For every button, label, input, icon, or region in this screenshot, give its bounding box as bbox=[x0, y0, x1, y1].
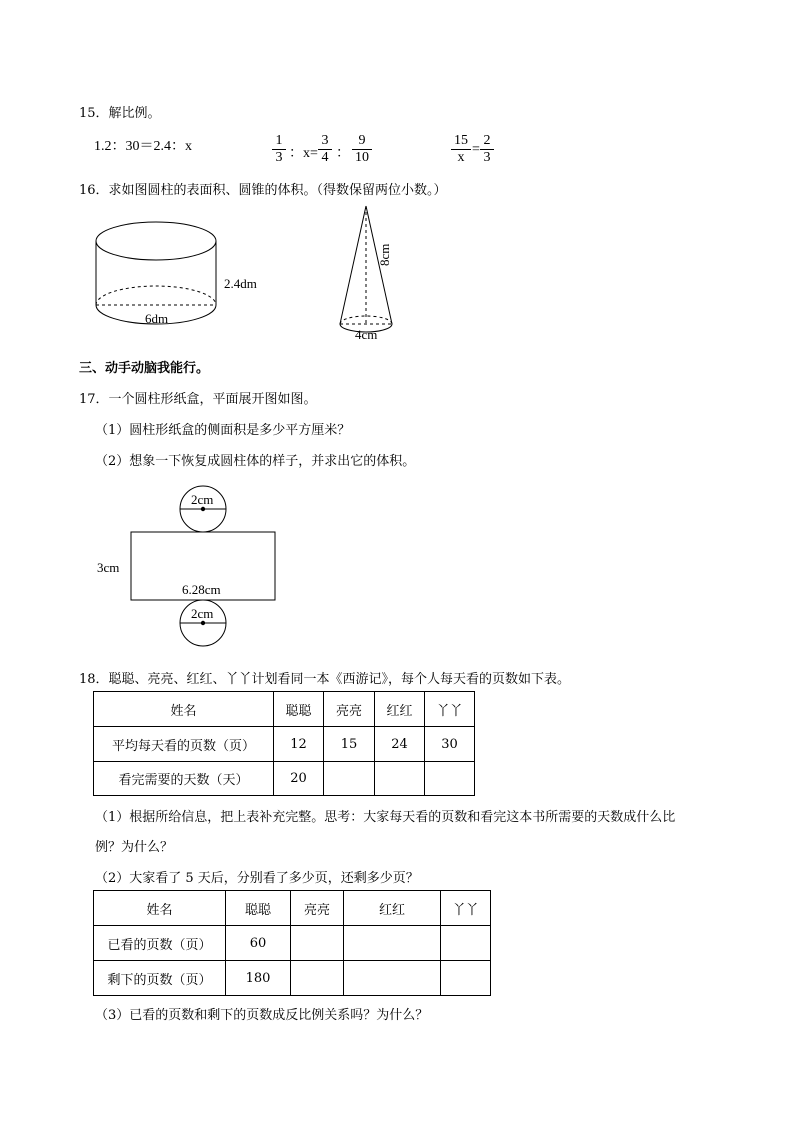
table-row bbox=[94, 926, 491, 961]
eq2-colon: ： bbox=[336, 146, 350, 161]
q16-title: 16．求如图圆柱的表面积、圆锥的体积。（得数保留两位小数。） bbox=[79, 183, 447, 198]
table-header-cell: 丫丫 bbox=[441, 891, 491, 926]
eq2-mid: ：x= bbox=[289, 146, 318, 161]
frac-denominator: 4 bbox=[318, 149, 332, 166]
table-header-cell: 亮亮 bbox=[291, 891, 344, 926]
table-cell[interactable] bbox=[344, 961, 441, 996]
bottom-circle-label: 2cm bbox=[191, 606, 214, 621]
table-cell[interactable] bbox=[291, 961, 344, 996]
q15-eq1: 1.2：30＝2.4：x bbox=[94, 139, 192, 154]
table-header-row bbox=[94, 891, 491, 926]
table-cell: 15 bbox=[324, 727, 375, 762]
q18-part1b: 例？为什么？ bbox=[95, 840, 174, 855]
frac-numerator: 3 bbox=[321, 133, 329, 148]
table-header-cell: 聪聪 bbox=[274, 692, 324, 727]
table-cell: 30 bbox=[425, 727, 475, 762]
cone-figure bbox=[340, 206, 392, 332]
table-cell[interactable] bbox=[344, 926, 441, 961]
frac-numerator: 15 bbox=[454, 133, 468, 148]
table-header-cell: 姓名 bbox=[94, 891, 226, 926]
rect-width-label: 6.28cm bbox=[182, 582, 221, 597]
q17-part1: （1）圆柱形纸盒的侧面积是多少平方厘米？ bbox=[95, 423, 351, 438]
table-cell[interactable] bbox=[425, 762, 475, 796]
reading-table-1 bbox=[93, 691, 475, 796]
rect-height-label: 3cm bbox=[97, 560, 120, 575]
table-cell: 已看的页数（页） bbox=[94, 926, 226, 961]
frac-denominator: 10 bbox=[352, 149, 372, 166]
table-header-cell: 丫丫 bbox=[425, 692, 475, 727]
q15-title: 15．解比例。 bbox=[79, 106, 161, 121]
cylinder-diameter-label: 6dm bbox=[145, 311, 169, 326]
frac-denominator: x bbox=[451, 149, 471, 166]
table-header-cell: 聪聪 bbox=[226, 891, 291, 926]
table-cell[interactable] bbox=[441, 926, 491, 961]
q18-part1a: （1）根据所给信息，把上表补充完整。思考：大家每天看的页数和看完这本书所需要的天数成什么比 bbox=[95, 810, 676, 825]
table-cell[interactable] bbox=[441, 961, 491, 996]
reading-table-2 bbox=[93, 890, 491, 996]
q18-title: 18．聪聪、亮亮、红红、丫丫计划看同一本《西游记》，每个人每天看的页数如下表。 bbox=[79, 672, 571, 687]
cone-height-label: 8cm bbox=[377, 243, 392, 266]
q17-part2: （2）想象一下恢复成圆柱体的样子，并求出它的体积。 bbox=[95, 454, 416, 469]
frac-numerator: 1 bbox=[275, 133, 283, 148]
table-cell: 20 bbox=[274, 762, 324, 796]
table-header-row bbox=[94, 692, 475, 727]
q18-part3: （3）已看的页数和剩下的页数成反比例关系吗？为什么？ bbox=[95, 1008, 429, 1023]
table-cell[interactable] bbox=[291, 926, 344, 961]
top-circle-label: 2cm bbox=[191, 492, 214, 507]
eq3-equals: = bbox=[472, 142, 480, 157]
table-cell: 60 bbox=[226, 926, 291, 961]
frac-denominator: 3 bbox=[272, 149, 286, 166]
cylinder-height-label: 2.4dm bbox=[224, 276, 257, 291]
table-cell: 24 bbox=[375, 727, 425, 762]
frac-numerator: 9 bbox=[358, 133, 366, 148]
table-cell: 看完需要的天数（天） bbox=[94, 762, 274, 796]
q16-figures bbox=[0, 0, 794, 380]
cone-diameter-label: 4cm bbox=[355, 327, 378, 342]
table-header-cell: 亮亮 bbox=[324, 692, 375, 727]
q18-part2: （2）大家看了 5 天后，分别看了多少页，还剩多少页？ bbox=[95, 871, 419, 886]
table-row bbox=[94, 961, 491, 996]
table-row bbox=[94, 762, 475, 796]
cylinder-figure bbox=[96, 222, 216, 324]
table-header-cell: 姓名 bbox=[94, 692, 274, 727]
table-cell: 平均每天看的页数（页） bbox=[94, 727, 274, 762]
frac-numerator: 2 bbox=[483, 133, 491, 148]
table-cell: 180 bbox=[226, 961, 291, 996]
table-header-cell: 红红 bbox=[375, 692, 425, 727]
table-cell: 剩下的页数（页） bbox=[94, 961, 226, 996]
table-row bbox=[94, 727, 475, 762]
q17-title: 17．一个圆柱形纸盒，平面展开图如图。 bbox=[79, 392, 317, 407]
table-cell: 12 bbox=[274, 727, 324, 762]
table-header-cell: 红红 bbox=[344, 891, 441, 926]
frac-denominator: 3 bbox=[480, 149, 494, 166]
table-cell[interactable] bbox=[324, 762, 375, 796]
table-cell[interactable] bbox=[375, 762, 425, 796]
section-heading: 三、动手动脑我能行。 bbox=[79, 361, 210, 376]
